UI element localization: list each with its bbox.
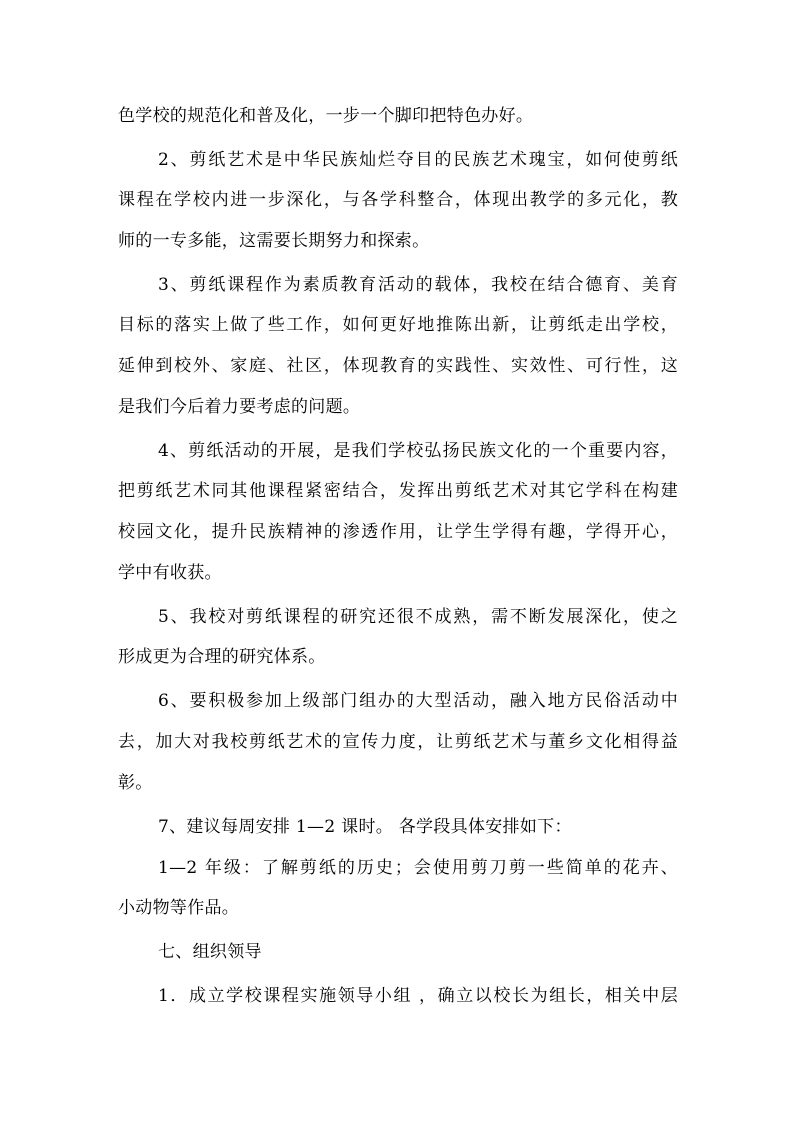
text-line-4: 师的一专多能，这需要长期努力和探索。 [118,231,430,251]
text-line-5: 3、剪纸课程作为素质教育活动的载体，我校在结合德育、美育 [158,275,678,295]
text-line-8: 是我们今后着力要考虑的问题。 [118,397,361,417]
text-line-7: 延伸到校外、家庭、社区，体现教育的实践性、实效性、可行性，这 [118,356,678,376]
text-line-14: 形成更为合理的研究体系。 [118,647,326,667]
text-line-9: 4、剪纸活动的开展，是我们学校弘扬民族文化的一个重要内容， [158,441,678,461]
text-line-2: 2、剪纸艺术是中华民族灿烂夺目的民族艺术瑰宝，如何使剪纸 [158,150,678,170]
text-line-18: 7、建议每周安排 1—2 课时。 各学段具体安排如下： [158,817,572,837]
text-line-11: 校园文化，提升民族精神的渗透作用，让学生学得有趣，学得开心， [118,522,678,542]
text-line-1: 色学校的规范化和普及化，一步一个脚印把特色办好。 [118,106,534,126]
text-line-17: 彰。 [118,773,153,793]
text-line-3: 课程在学校内进一步深化，与各学科整合，体现出教学的多元化，教 [118,190,678,210]
text-line-10: 把剪纸艺术同其他课程紧密结合，发挥出剪纸艺术对其它学科在构建 [118,481,678,501]
text-line-22: 1．成立学校课程实施领导小组 ，确立以校长为组长，相关中层 [158,986,678,1006]
text-line-15: 6、要积极参加上级部门组办的大型活动，融入地方民俗活动中 [158,691,678,711]
text-line-16: 去，加大对我校剪纸艺术的宣传力度，让剪纸艺术与董乡文化相得益 [118,732,678,752]
section-heading: 七、组织领导 [158,942,262,962]
text-line-13: 5、我校对剪纸课程的研究还很不成熟，需不断发展深化，使之 [158,607,678,627]
text-line-6: 目标的落实上做了些工作，如何更好地推陈出新，让剪纸走出学校， [118,315,678,335]
text-line-19: 1—2 年级：了解剪纸的历史；会使用剪刀剪一些简单的花卉、 [158,858,678,878]
text-line-20: 小动物等作品。 [118,898,240,918]
text-line-12: 学中有收获。 [118,563,222,583]
